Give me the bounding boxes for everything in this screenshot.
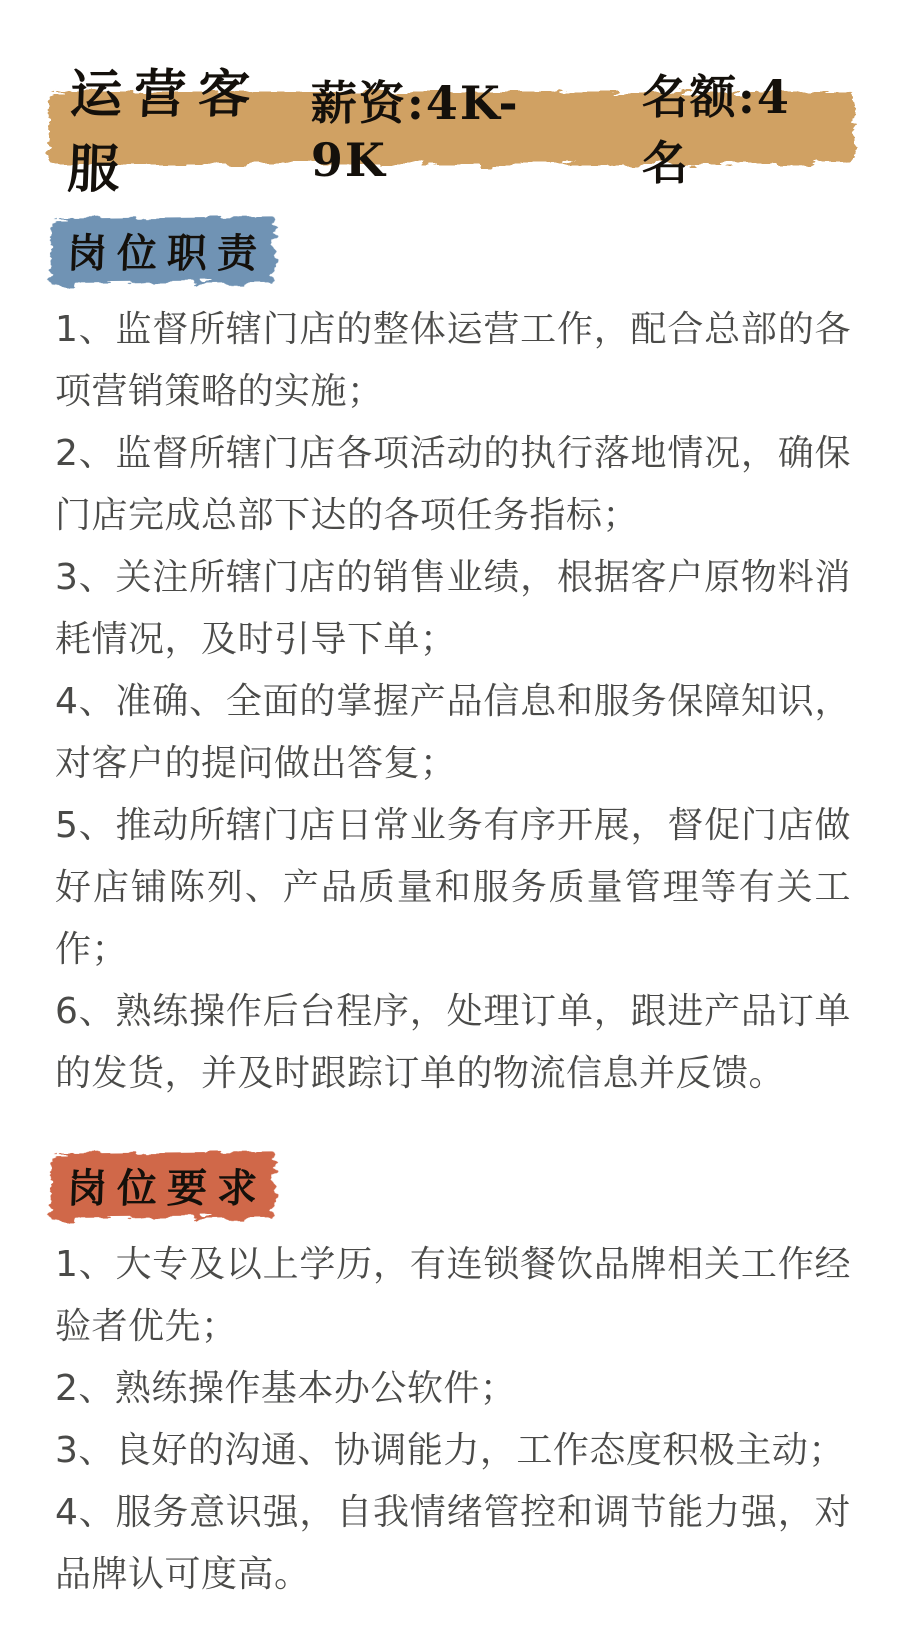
responsibilities-heading bbox=[54, 218, 278, 285]
responsibilities-list bbox=[55, 299, 851, 1105]
salary-label: 薪资:4K-9K bbox=[310, 76, 520, 187]
requirements-heading-label: 岗位要求 bbox=[66, 1165, 268, 1212]
list-item: 2、熟练操作基本办公软件； bbox=[55, 1368, 517, 1409]
list-item: 3、良好的沟通、协调能力，工作态度积极主动； bbox=[55, 1430, 845, 1471]
requirements-list bbox=[55, 1234, 851, 1606]
list-item: 4、服务意识强，自我情绪管控和调节能力强，对品牌认可度高。 bbox=[55, 1492, 851, 1595]
requirements-heading bbox=[54, 1153, 278, 1220]
list-item: 6、熟练操作后台程序，处理订单，跟进产品订单的发货，并及时跟踪订单的物流信息并反馈。 bbox=[55, 991, 851, 1094]
job-title-banner bbox=[55, 64, 848, 200]
list-item: 3、关注所辖门店的销售业绩，根据客户原物料消耗情况，及时引导下单； bbox=[55, 557, 851, 660]
job-title: 运营客服 bbox=[66, 64, 264, 200]
quota-label: 名额:4名 bbox=[641, 70, 791, 190]
responsibilities-heading-row bbox=[55, 218, 848, 285]
responsibilities-heading-label: 岗位职责 bbox=[66, 230, 268, 277]
list-item: 1、大专及以上学历，有连锁餐饮品牌相关工作经验者优先； bbox=[55, 1244, 851, 1347]
requirements-heading-row bbox=[55, 1153, 848, 1220]
list-item: 1、监督所辖门店的整体运营工作，配合总部的各项营销策略的实施； bbox=[55, 309, 851, 412]
list-item: 4、准确、全面的掌握产品信息和服务保障知识，对客户的提问做出答复； bbox=[55, 681, 851, 784]
list-item: 5、推动所辖门店日常业务有序开展，督促门店做好店铺陈列、产品质量和服务质量管理等有关工作； bbox=[55, 805, 851, 970]
list-item: 2、监督所辖门店各项活动的执行落地情况，确保门店完成总部下达的各项任务指标； bbox=[55, 433, 851, 536]
